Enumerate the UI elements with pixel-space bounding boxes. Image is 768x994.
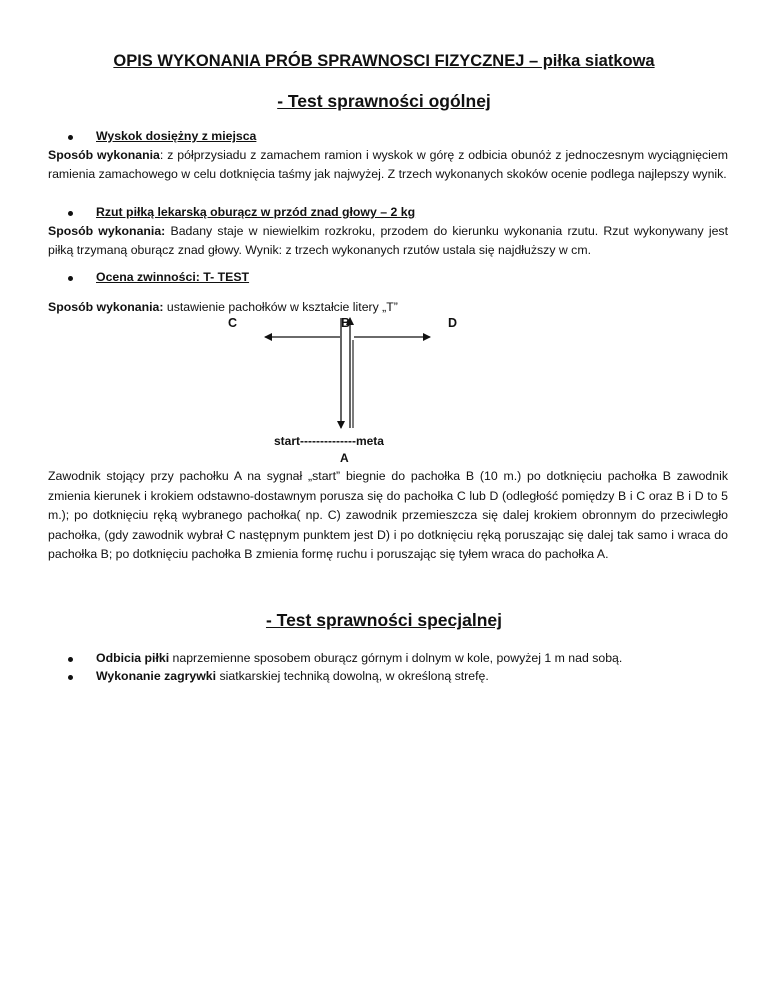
start-meta-label: start--------------meta (274, 434, 384, 448)
special-text-serve: siatkarskiej techniką dowolną, w określoną strefę. (216, 669, 489, 683)
item-heading-ttest: Ocena zwinności: T- TEST (96, 270, 250, 284)
method-label: Sposób wykonania (48, 148, 160, 162)
cone-b-label: B (341, 316, 351, 330)
cone-c-label: C (228, 316, 238, 330)
document-title: OPIS WYKONANIA PRÓB SPRAWNOSCI FIZYCZNEJ – piłka siatkowa (113, 52, 655, 70)
special-bold-serve: Wykonanie zagrywki (96, 669, 217, 683)
special-bold-pass: Odbicia piłki (96, 651, 170, 665)
method-text: ustawienie pachołków w kształcie litery „T” (163, 300, 398, 314)
bullet-icon (68, 657, 73, 662)
section-heading-special: - Test sprawności specjalnej (265, 610, 502, 630)
cone-d-label: D (448, 316, 458, 330)
item-heading-jump: Wyskok dosiężny z miejsca (96, 129, 257, 143)
cone-a-label: A (340, 451, 349, 465)
section-heading-general: - Test sprawności ogólnej (277, 91, 491, 111)
method-label: Sposób wykonania: (48, 300, 164, 314)
bullet-icon (68, 675, 73, 680)
method-text: Badany staje w niewielkim rozkroku, przodem do kierunku wykonania rzutu. Rzut wykonywany jest piłką trzymaną oburącz znad głowy. Wynik: z trzech wykonanych rzutów ustala się najdłuższy w cm. (48, 224, 728, 257)
special-text-pass: naprzemienne sposobem oburącz górnym i dolnym w kole, powyżej 1 m nad sobą. (169, 651, 623, 665)
paragraph-description: Zawodnik stojący przy pachołku A na sygnał „start” biegnie do pachołka B (10 m.) po dotknięciu pachołka B zawodnik zmienia kierunek i krokiem odstawno-dostawnym porusza się do pachołka C lub D (odległość pomiędzy B i C oraz B i D to 5 m.); po dotknięciu ręką wybranego pachołka( np. C) zawodnik przemieszcza się dalej krokiem obronnym do przeciwległo pachołka, (gdy zawodnik wybrał C następnym punktem jest D) i po dotknięciu ręką poruszając się dalej tak samo i wraca do pachołka B; po dotknięciu pachołka B zmienia formę ruchu i poruszając się tyłem wraca do pachołka A. (48, 469, 728, 562)
item-heading-throw: Rzut piłką lekarską oburącz w przód znad głowy – 2 kg (96, 205, 416, 219)
method-label: Sposób wykonania: (48, 224, 166, 238)
method-text: : z półprzysiadu z zamachem ramion i wyskok w górę z odbicia obunóż z jednoczesnym wyciągnięciem ramienia zamachowego w celu dotknięcia taśmy jak najwyżej. Z trzech wykonanych skoków ocenie podlega najlepszy wynik. (48, 148, 728, 181)
